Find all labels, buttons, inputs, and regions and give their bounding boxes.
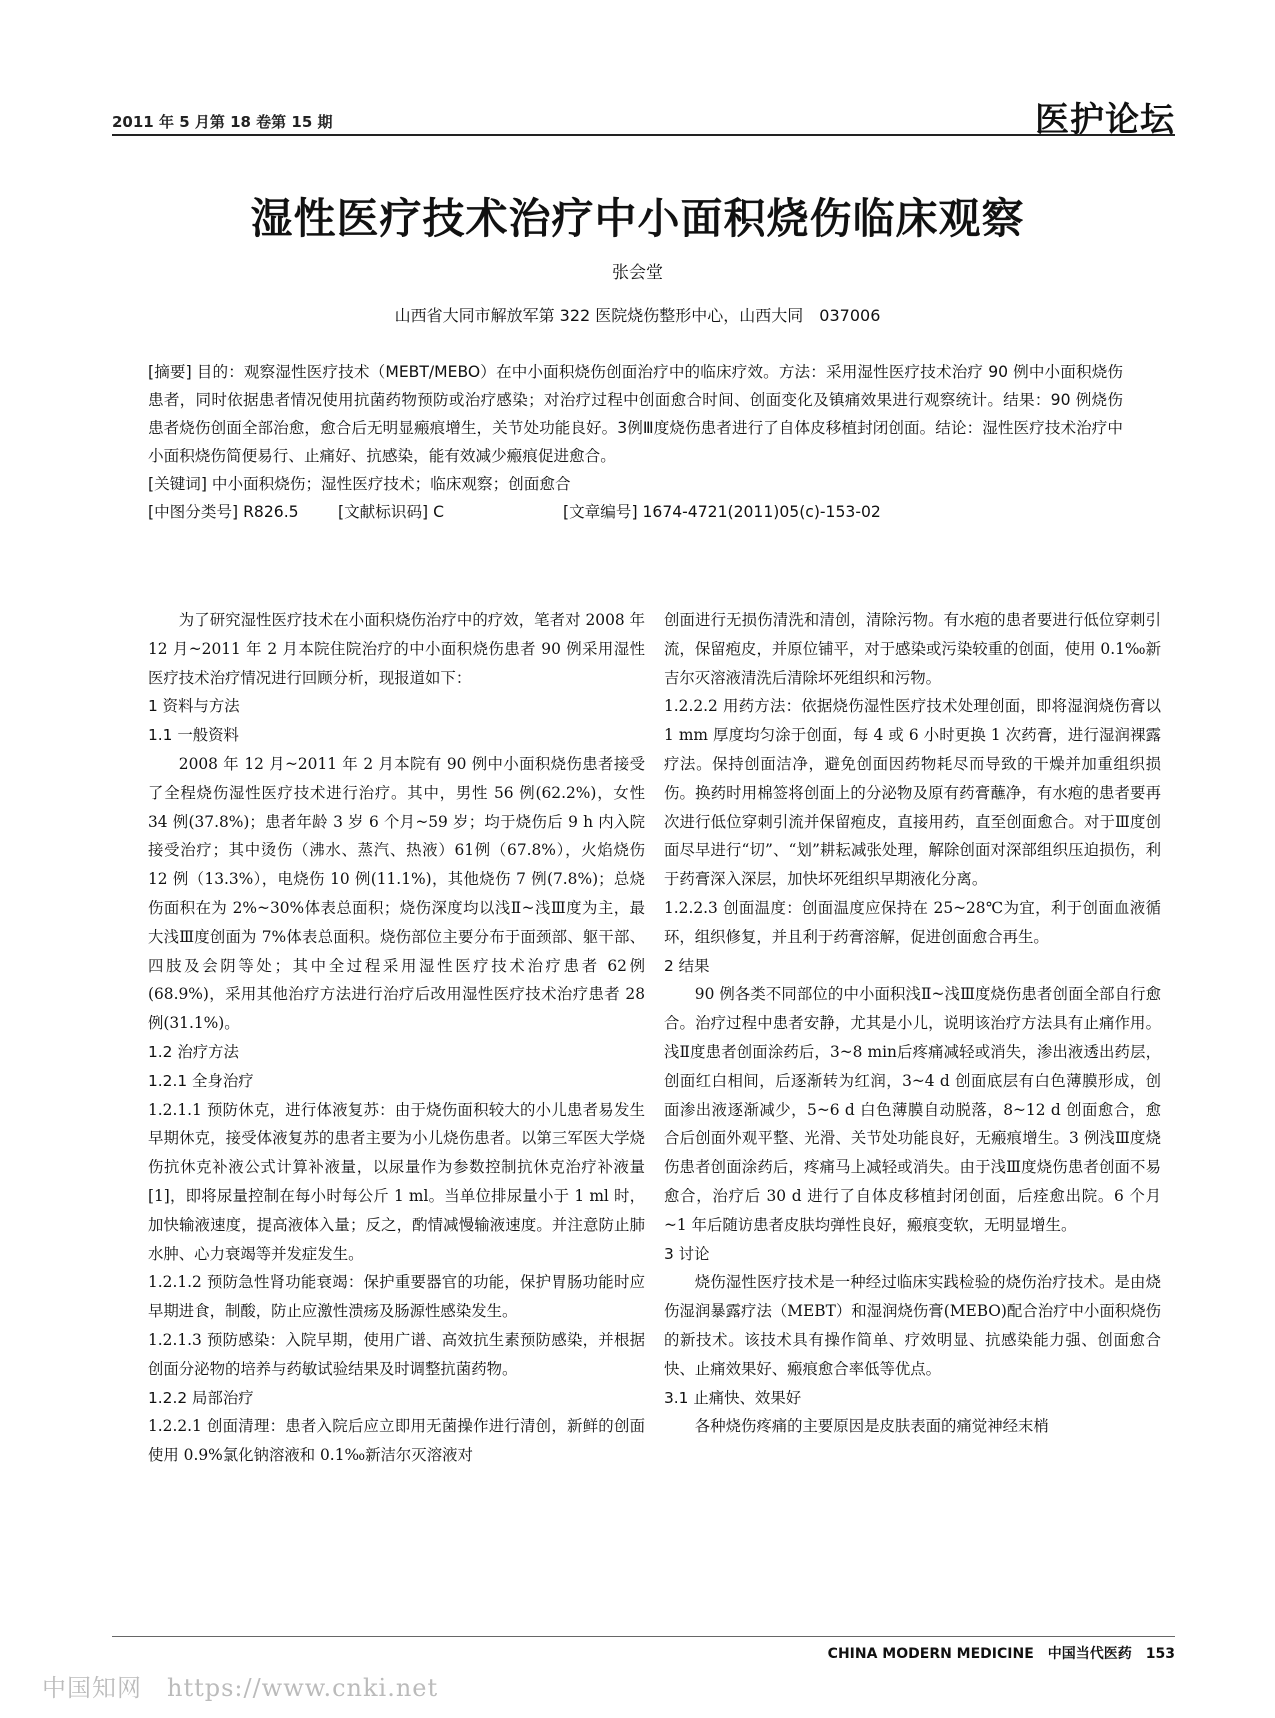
abstract-text: [摘要] 目的：观察湿性医疗技术（MEBT/MEBO）在中小面积烧伤创面治疗中的临床疗效。方法：采用湿性医疗技术治疗 90 例中小面积烧伤患者，同时依据患者情况使用抗菌药物预防或治疗感染；对治疗过程中创面愈合时间、创面变化及镇痛效果进行观察统计。结果：90 例烧伤患者烧伤创面全部治愈，愈合后无明显瘢痕增生，关节处功能良好。3例Ⅲ度烧伤患者进行了自体皮移植封闭创面。结论：湿性医疗技术治疗中小面积烧伤简便易行、止痛好、抗感染，能有效减少瘢痕促进愈合。: [148, 363, 1123, 465]
section-heading: 2 结果: [664, 956, 710, 975]
abstract-block: [148, 358, 1123, 526]
author-name: 张会堂: [612, 263, 663, 283]
cnki-watermark: 中国知网 https://www.cnki.net: [42, 1674, 439, 1702]
paragraph: 2008 年 12 月~2011 年 2 月本院有 90 例中小面积烧伤患者接受了全程烧伤湿性医疗技术进行治疗。其中，男性 56 例(62.2%)，女性 34 例(37.8%)；患者年龄 3 岁 6 个月~59 岁；均于烧伤后 9 h 内入院接受治疗；其中烫伤（沸水、蒸汽、热液）61例（67.8%），火焰烧伤 12 例（13.3%），电烧伤 10 例(11.1%)，其他烧伤 7 例(7.8%)；总烧伤面积在为 2%~30%体表总面积；烧伤深度均以浅Ⅱ~浅Ⅲ度为主，最大浅Ⅲ度创面为 7%体表总面积。烧伤部位主要分布于面颈部、躯干部、四肢及会阴等处；其中全过程采用湿性医疗技术治疗患者 62例(68.9%)，采用其他治疗方法进行治疗后改用湿性医疗技术治疗患者 28 例(31.1%)。: [148, 754, 645, 1033]
section-heading: 1 资料与方法: [148, 697, 240, 716]
section-heading: 1.1 一般资料: [148, 726, 239, 745]
paragraph: 1.2.2.3 创面温度：创面温度应保持在 25~28℃为宜，利于创面血液循环，组织修复，并且利于药膏溶解，促进创面愈合再生。: [664, 898, 1161, 946]
footer-divider: [112, 1636, 1175, 1637]
section-heading: 1.2.2 局部治疗: [148, 1388, 254, 1407]
keywords: [关键词] 中小面积烧伤；湿性医疗技术；临床观察；创面愈合: [148, 475, 571, 493]
paragraph: 1.2.1.1 预防休克，进行体液复苏：由于烧伤面积较大的小儿患者易发生早期休克，接受体液复苏的患者主要为小儿烧伤患者。以第三军医大学烧伤抗休克补液公式计算补液量，以尿量作为参数控制抗休克治疗补液量[1]，即将尿量控制在每小时每公斤 1 ml。当单位排尿量小于 1 ml 时，加快输液速度，提高液体入量；反之，酌情减慢输液速度。并注意防止肺水肿、心力衰竭等并发症发生。: [148, 1100, 645, 1263]
body-column-left: [148, 606, 645, 1470]
body-column-right: [664, 606, 1161, 1441]
paragraph: 为了研究湿性医疗技术在小面积烧伤治疗中的疗效，笔者对 2008 年 12 月~2011 年 2 月本院住院治疗的中小面积烧伤患者 90 例采用湿性医疗技术治疗情况进行回顾分析，现报道如下：: [148, 611, 645, 687]
section-heading: 3.1 止痛快、效果好: [664, 1388, 802, 1407]
header-divider: [112, 134, 1175, 136]
paragraph: 烧伤湿性医疗技术是一种经过临床实践检验的烧伤治疗技术。是由烧伤湿润暴露疗法（MEBT）和湿润烧伤膏(MEBO)配合治疗中小面积烧伤的新技术。该技术具有操作简单、疗效明显、抗感染能力强、创面愈合快、止痛效果好、瘢痕愈合率低等优点。: [664, 1273, 1161, 1378]
document-code: [文献标识码] C: [338, 503, 444, 521]
paragraph: 1.2.1.2 预防急性肾功能衰竭：保护重要器官的功能，保护胃肠功能时应早期进食，制酸，防止应激性溃疡及肠源性感染发生。: [148, 1273, 645, 1321]
section-heading: 1.2 治疗方法: [148, 1042, 239, 1061]
section-heading: 3 讨论: [664, 1244, 710, 1263]
section-heading: 1.2.1 全身治疗: [148, 1071, 254, 1090]
classification-row: [148, 498, 1123, 526]
clc-number: [中图分类号] R826.5: [148, 503, 299, 521]
paragraph: 创面进行无损伤清洗和清创，清除污物。有水疱的患者要进行低位穿刺引流，保留疱皮，并原位铺平，对于感染或污染较重的创面，使用 0.1‰新吉尔灭溶液清洗后清除坏死组织和污物。: [664, 611, 1161, 687]
paragraph: 90 例各类不同部位的中小面积浅Ⅱ~浅Ⅲ度烧伤患者创面全部自行愈合。治疗过程中患者安静，尤其是小儿，说明该治疗方法具有止痛作用。浅Ⅱ度患者创面涂药后，3~8 min后疼痛减轻或消失，渗出液透出药层，创面红白相间，后逐渐转为红润，3~4 d 创面底层有白色薄膜形成，创面渗出液逐渐减少，5~6 d 白色薄膜自动脱落，8~12 d 创面愈合，愈合后创面外观平整、光滑、关节处功能良好，无瘢痕增生。3 例浅Ⅲ度烧伤患者创面涂药后，疼痛马上减轻或消失。由于浅Ⅲ度烧伤患者创面不易愈合，治疗后 30 d 进行了自体皮移植封闭创面，后痊愈出院。6 个月~1 年后随访患者皮肤均弹性良好，瘢痕变软，无明显增生。: [664, 985, 1161, 1234]
section-title: 医护论坛: [1035, 100, 1175, 140]
author-affiliation: 山西省大同市解放军第 322 医院烧伤整形中心，山西大同 037006: [394, 306, 881, 325]
paragraph: 各种烧伤疼痛的主要原因是皮肤表面的痛觉神经末梢: [694, 1417, 1049, 1436]
journal-footer: CHINA MODERN MEDICINE 中国当代医药 153: [827, 1646, 1175, 1662]
paragraph: 1.2.2.2 用药方法：依据烧伤湿性医疗技术处理创面，即将湿润烧伤膏以 1 mm 厚度均匀涂于创面，每 4 或 6 小时更换 1 次药膏，进行湿润裸露疗法。保持创面洁净，避免创面因药物耗尽而导致的干燥并加重组织损伤。换药时用棉签将创面上的分泌物及原有药膏蘸净，有水疱的患者要再次进行低位穿刺引流并保留疱皮，直接用药，直至创面愈合。对于Ⅲ度创面尽早进行“切”、“划”耕耘减张处理，解除创面对深部组织压迫损伤，利于药膏深入深层，加快坏死组织早期液化分离。: [664, 697, 1161, 889]
paragraph: 1.2.2.1 创面清理：患者入院后应立即用无菌操作进行清创，新鲜的创面使用 0.9%氯化钠溶液和 0.1‰新洁尔灭溶液对: [148, 1417, 645, 1465]
article-title: 湿性医疗技术治疗中小面积烧伤临床观察: [250, 194, 1025, 243]
paragraph: 1.2.1.3 预防感染：入院早期，使用广谱、高效抗生素预防感染，并根据创面分泌物的培养与药敏试验结果及时调整抗菌药物。: [148, 1330, 645, 1378]
article-number: [文章编号] 1674-4721(2011)05(c)-153-02: [563, 503, 881, 521]
issue-info: 2011 年 5 月第 18 卷第 15 期: [112, 113, 333, 131]
